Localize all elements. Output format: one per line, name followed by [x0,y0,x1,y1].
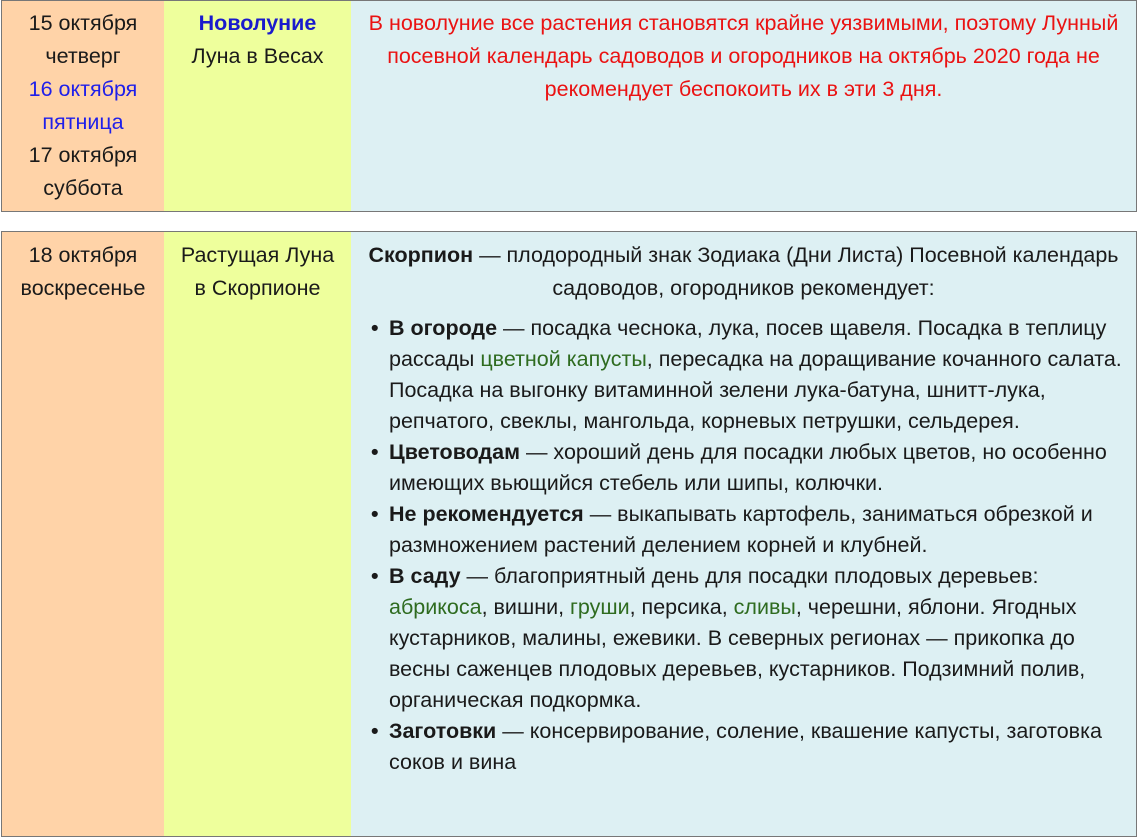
date-line: 15 октября [28,11,138,35]
recommendation-text: — посадка чеснока, лука, посев щавеля. Посадка в теплицу рассады [389,316,1107,371]
moon-phase-line: Растущая Луна [180,243,335,267]
calendar-row-scorpio [1,231,1137,837]
moon-phase-cell [164,232,351,836]
weekday-line: пятница [42,110,124,134]
weekday-line: суббота [43,176,123,200]
calendar-row-new-moon [1,0,1137,212]
recommendation-label: В огороде [389,316,498,340]
moon-phase-cell [164,1,351,211]
recommendation-label: В саду [389,564,461,588]
recommendation-item [365,716,1122,778]
zodiac-sign: Скорпион [368,243,474,267]
recommendation-text: — благоприятный день для посадки плодовых деревьев: [460,564,1039,588]
recommendation-text: , пересадка на доращивание кочанного салата. Посадка на выгонку витаминной зелени лука-батуна, шнитт-лука, репчатого, свеклы, мангольда, корневых петрушки, сельдерея. [389,347,1122,433]
recommendation-text: , персика, [629,595,734,619]
date-line: 18 октября [28,243,138,267]
weekday-line: четверг [45,44,121,68]
recommendation-label: Не рекомендуется [389,502,584,526]
date-cell [2,232,164,836]
recommendation-text: — выкапывать картофель, заниматься обрезкой и размножением растений делением корней и клубней. [389,502,1093,557]
recommendation-label: Заготовки [389,719,497,743]
plant-link-text: цветной капусты [480,347,647,371]
recommendation-text: — консервирование, соление, квашение капусты, заготовка соков и вина [389,719,1102,774]
date-line: 17 октября [28,143,138,167]
plant-link-text: абрикоса [389,595,482,619]
recommendation-cell [351,1,1136,211]
zodiac-intro [365,239,1122,305]
weekday-line: воскресенье [20,276,146,300]
recommendation-item [365,499,1122,561]
moon-sign: в Скорпионе [194,276,321,300]
zodiac-intro-text: — плодородный знак Зодиака (Дни Листа) Посевной календарь садоводов, огородников рекомендует: [473,243,1119,300]
plant-link-text: сливы [733,595,796,619]
date-cell [2,1,164,211]
moon-sign: Луна в Весах [191,44,324,68]
recommendation-label: Цветоводам [389,440,520,464]
recommendation-list [365,313,1122,778]
new-moon-warning: В новолуние все растения становятся крайне уязвимыми, поэтому Лунный посевной календарь садоводов и огородников на октябрь 2020 года не рекомендует беспокоить их в эти 3 дня. [368,11,1119,101]
recommendation-text: , вишни, [481,595,571,619]
date-line: 16 октября [28,77,138,101]
recommendation-text: , черешни, яблони. Ягодных кустарников, малины, ежевики. В северных регионах — прикопка до весны саженцев плодовых деревьев, кустарников. Подзимний полив, органическая подкормка. [389,595,1086,712]
recommendation-text: — хороший день для посадки любых цветов, но особенно имеющих вьющийся стебель или шипы, колючки. [389,440,1107,495]
plant-link-text: груши [570,595,630,619]
recommendation-item [365,313,1122,437]
moon-phase-title: Новолуние [198,11,317,35]
recommendation-cell [351,232,1136,836]
recommendation-item [365,561,1122,716]
recommendation-item [365,437,1122,499]
